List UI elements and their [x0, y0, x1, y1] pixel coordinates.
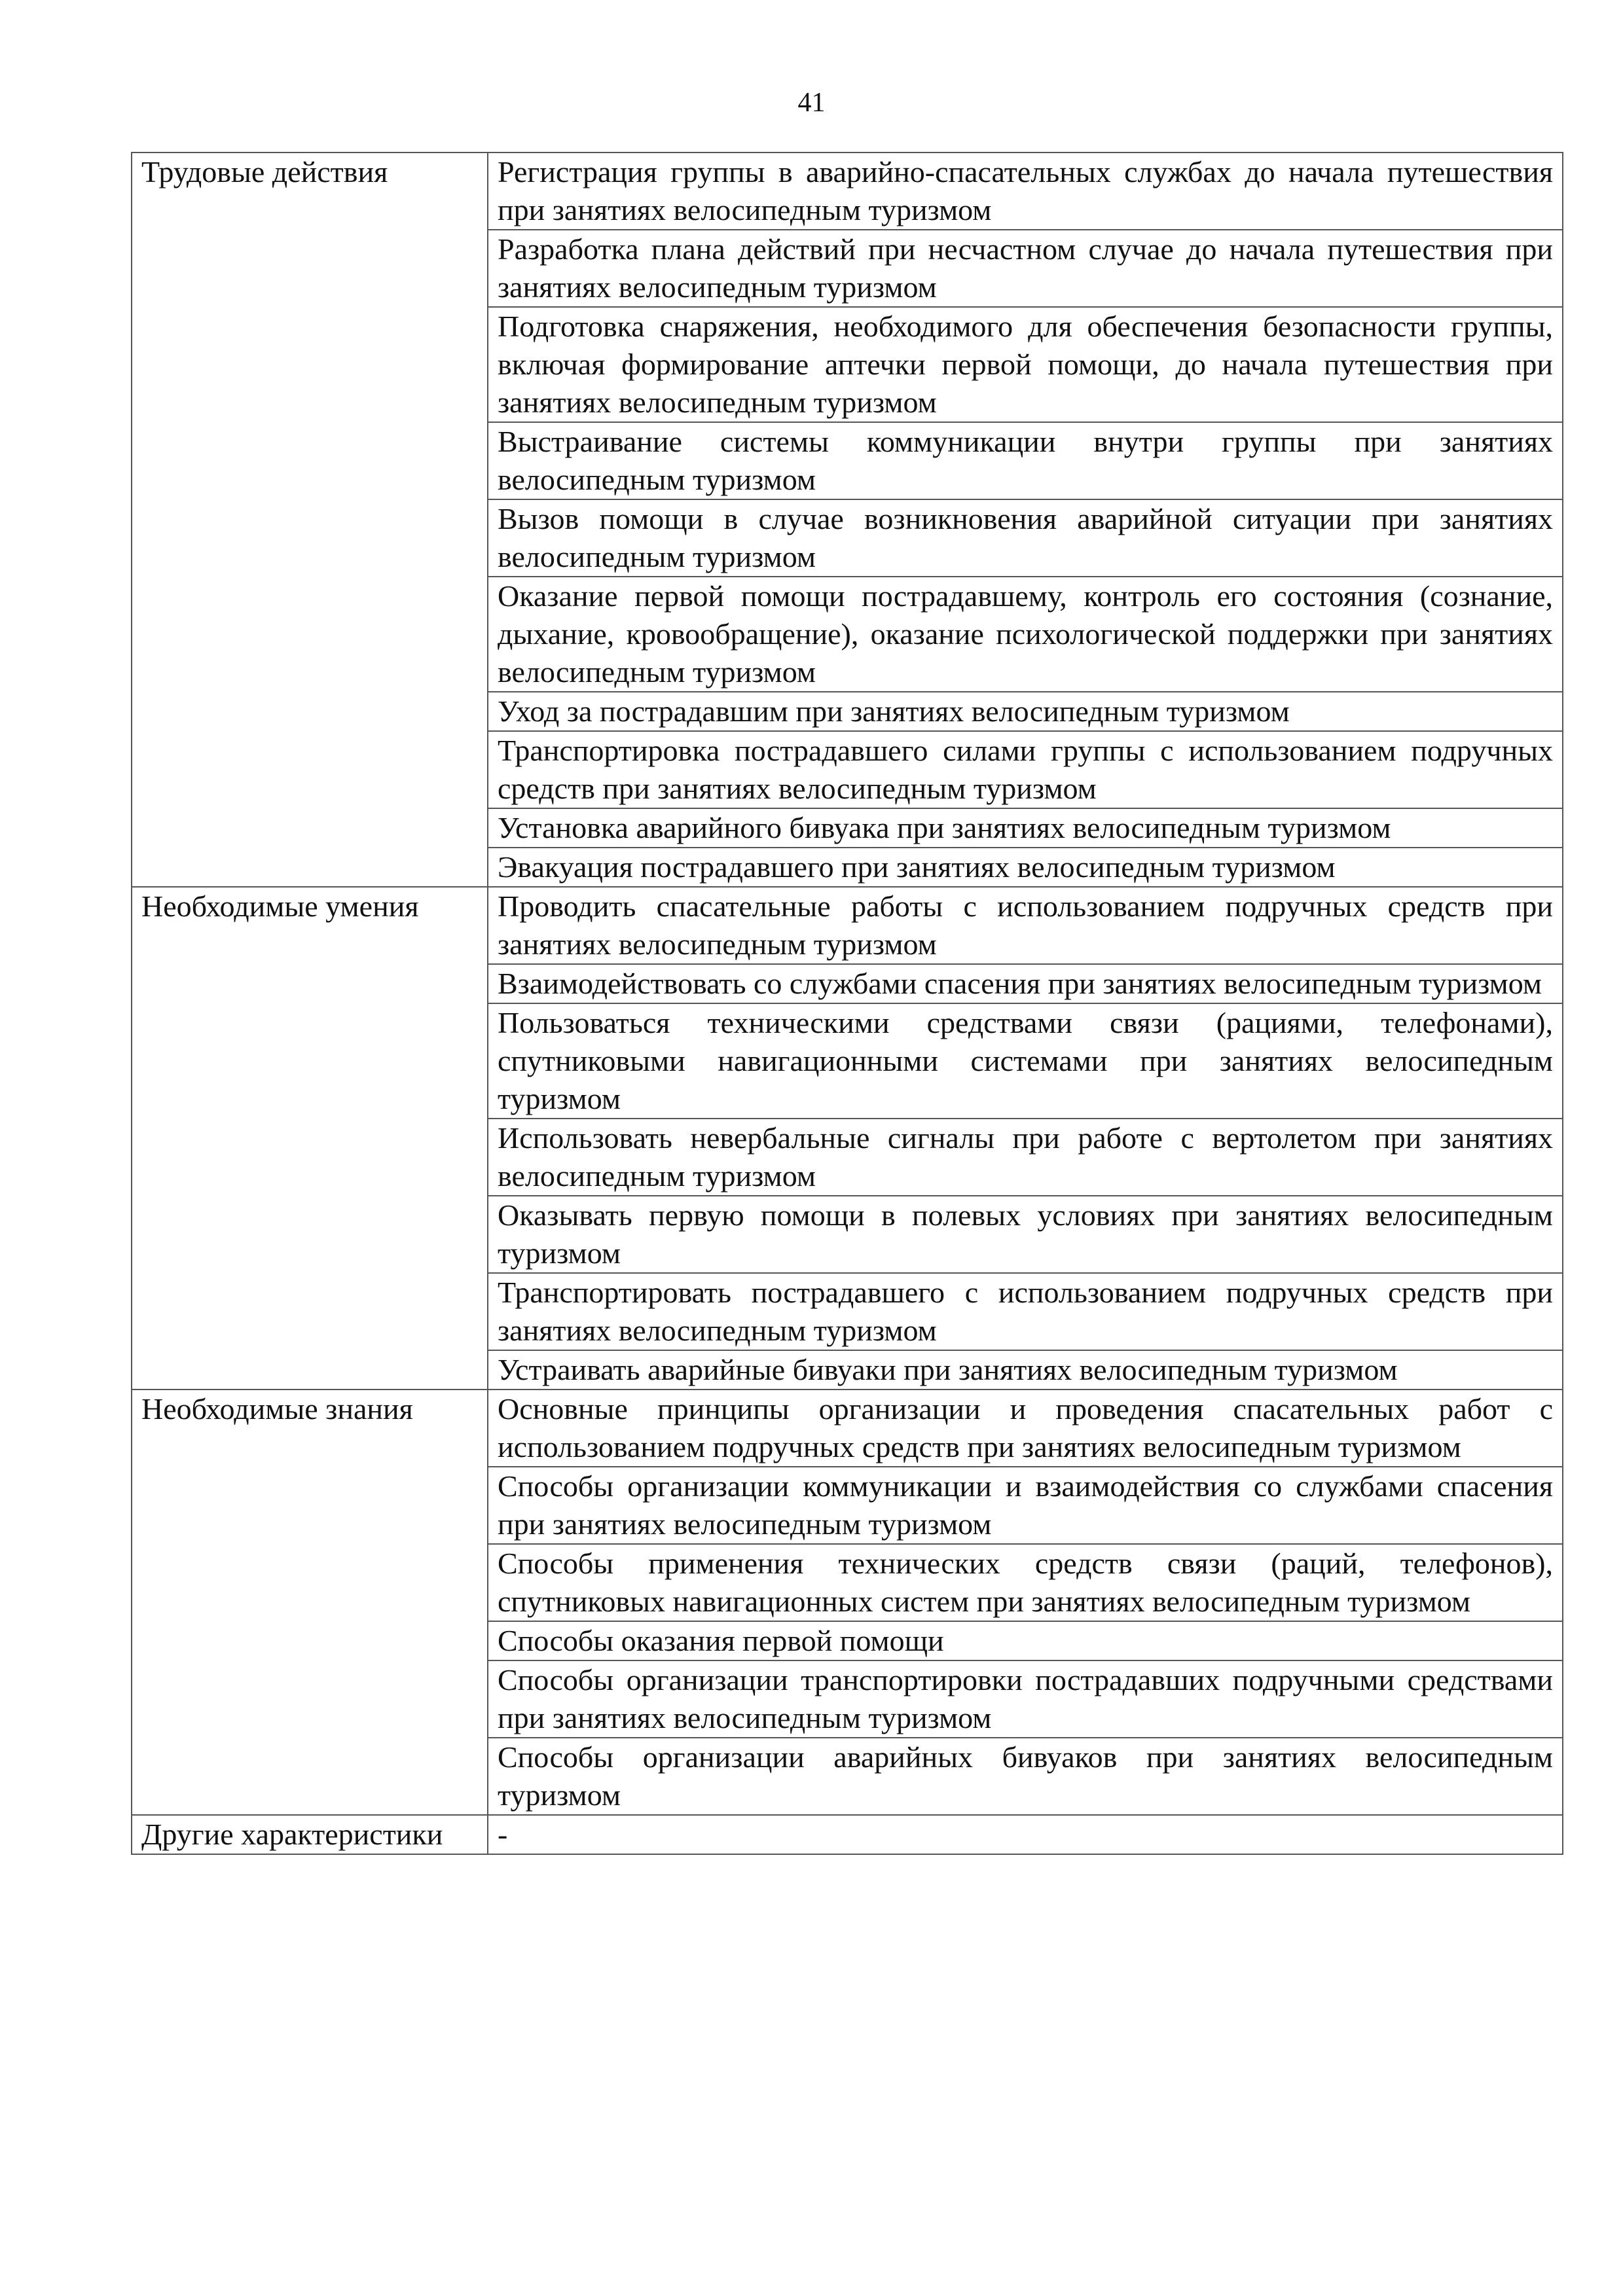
requirements-table	[131, 152, 1563, 1855]
section-item: Разработка плана действий при несчастном случае до начала путешествия при занятиях велосипедным туризмом	[488, 230, 1563, 307]
section-item: Пользоваться техническими средствами связи (рациями, телефонами), спутниковыми навигационными системами при занятиях велосипедным туризмом	[488, 1003, 1563, 1119]
section-item: Установка аварийного бивуака при занятиях велосипедным туризмом	[488, 808, 1563, 848]
section-item: Использовать невербальные сигналы при работе с вертолетом при занятиях велосипедным туризмом	[488, 1119, 1563, 1196]
section-item: Способы организации транспортировки пострадавших подручными средствами при занятиях велосипедным туризмом	[488, 1660, 1563, 1738]
table-row	[132, 887, 1563, 964]
section-item: Эвакуация пострадавшего при занятиях велосипедным туризмом	[488, 848, 1563, 887]
page-number: 41	[797, 88, 826, 118]
section-item: Выстраивание системы коммуникации внутри группы при занятиях велосипедным туризмом	[488, 422, 1563, 499]
section-item: Регистрация группы в аварийно-спасательных службах до начала путешествия при занятиях велосипедным туризмом	[488, 152, 1563, 230]
section-item: Проводить спасательные работы с использованием подручных средств при занятиях велосипедным туризмом	[488, 887, 1563, 964]
section-item: Оказание первой помощи пострадавшему, контроль его состояния (сознание, дыхание, кровообращение), оказание психологической поддержки при занятиях велосипедным туризмом	[488, 577, 1563, 692]
section-item: Устраивать аварийные бивуаки при занятиях велосипедным туризмом	[488, 1350, 1563, 1390]
section-item: Вызов помощи в случае возникновения аварийной ситуации при занятиях велосипедным туризмом	[488, 499, 1563, 577]
table-row	[132, 1815, 1563, 1854]
section-item: Транспортировать пострадавшего с использованием подручных средств при занятиях велосипедным туризмом	[488, 1273, 1563, 1350]
section-label-required-skills: Необходимые умения	[132, 887, 488, 1390]
section-label-labor-actions: Трудовые действия	[132, 152, 488, 887]
section-item: Взаимодействовать со службами спасения при занятиях велосипедным туризмом	[488, 964, 1563, 1003]
section-item: Уход за пострадавшим при занятиях велосипедным туризмом	[488, 692, 1563, 731]
section-item: -	[488, 1815, 1563, 1854]
table-body	[132, 152, 1563, 1854]
table-row	[132, 152, 1563, 230]
section-item: Способы оказания первой помощи	[488, 1621, 1563, 1660]
section-item: Способы организации коммуникации и взаимодействия со службами спасения при занятиях велосипедным туризмом	[488, 1467, 1563, 1544]
section-item: Транспортировка пострадавшего силами группы с использованием подручных средств при занятиях велосипедным туризмом	[488, 731, 1563, 808]
section-item: Подготовка снаряжения, необходимого для обеспечения безопасности группы, включая формирование аптечки первой помощи, до начала путешествия при занятиях велосипедным туризмом	[488, 307, 1563, 422]
section-item: Основные принципы организации и проведения спасательных работ с использованием подручных средств при занятиях велосипедным туризмом	[488, 1390, 1563, 1467]
section-item: Оказывать первую помощи в полевых условиях при занятиях велосипедным туризмом	[488, 1196, 1563, 1273]
section-label-required-knowledge: Необходимые знания	[132, 1390, 488, 1815]
section-label-other-characteristics: Другие характеристики	[132, 1815, 488, 1854]
section-item: Способы организации аварийных бивуаков при занятиях велосипедным туризмом	[488, 1738, 1563, 1815]
table-row	[132, 1390, 1563, 1467]
section-item: Способы применения технических средств связи (раций, телефонов), спутниковых навигационных систем при занятиях велосипедным туризмом	[488, 1544, 1563, 1621]
